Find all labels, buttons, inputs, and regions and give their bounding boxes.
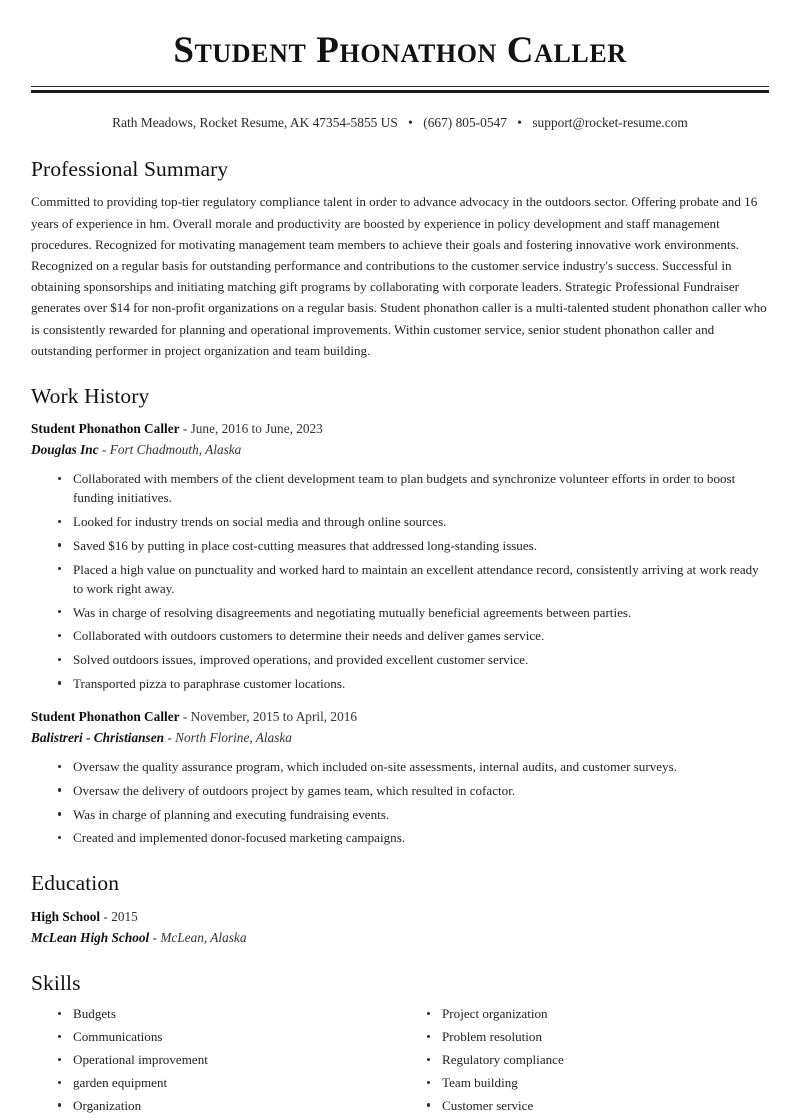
job-company-line [31,440,769,461]
work-history-entry [31,707,769,848]
education-degree-line [31,906,769,927]
section-heading-work-history: Work History [31,384,150,409]
job-dash: - [182,420,188,436]
skill-item: garden equipment [52,1074,400,1092]
contact-separator-1: • [408,115,413,131]
job-dash: - [182,708,188,724]
job-bullet: Created and implemented donor-focused marketing campaigns. [52,828,769,847]
contact-phone: (667) 805-0547 [423,115,507,131]
work-history-entry [31,419,769,693]
education-entry [31,906,769,948]
education-location: McLean, Alaska [160,929,247,945]
contact-separator-2: • [517,115,522,131]
job-bullet: Saved $16 by putting in place cost-cutting measures that addressed long-standing issues. [52,536,769,555]
skill-item: Customer service [421,1097,769,1115]
job-company: Douglas Inc [31,441,99,457]
job-bullet-list [31,757,769,847]
contact-address: Rath Meadows, Rocket Resume, AK 47354-5855 US [112,115,398,131]
job-bullet: Was in charge of resolving disagreements and negotiating mutually beneficial agreements between parties. [52,603,769,622]
skills-column-right [400,1005,769,1119]
job-company: Balistreri - Christiansen [31,729,165,745]
job-bullet: Placed a high value on punctuality and worked hard to maintain an excellent attendance record, consistently arriving at work ready to work right away. [52,560,769,598]
job-location: North Florine, Alaska [175,729,292,745]
summary-text: Committed to providing top-tier regulatory compliance talent in order to advance advocacy in the outdoors sector. Offering probate and 16 years of experience in hm. Overall morale and productivity are boosted by experience in policy development and staff management procedures. Recognized for motivating management team members to achieve their goals and fostering innovative work environments. Recognized on a regular basis for outstanding performance and contributions to the customer service industry's success. Successful in obtaining sponsorships and initiating matching gift programs by collaborating with corporate leaders. Strategic Professional Fundraiser generates over $14 for non-profit organizations on a regular basis. Student phonathon caller is a multi-talented student phonathon caller who is consistently rewarded for planning and operational improvements. Within customer service, senior student phonathon caller and outstanding performer in project organization and team building. [31,194,767,358]
skill-item: Communications [52,1028,400,1046]
job-company-dash: - [101,441,107,457]
skill-item: Project organization [421,1005,769,1023]
skills-list-right [400,1005,769,1115]
contact-email: support@rocket-resume.com [532,115,688,131]
job-bullet: Oversaw the delivery of outdoors project by games team, which resulted in cofactor. [52,781,769,800]
job-bullet: Looked for industry trends on social media and through online sources. [52,512,769,531]
education-dash: - [103,908,108,924]
skills-columns [31,1005,769,1119]
job-title-line [31,707,769,728]
job-location: Fort Chadmouth, Alaska [109,441,242,457]
job-bullet: Collaborated with outdoors customers to determine their needs and deliver games service. [52,626,769,645]
job-bullet-list [31,469,769,693]
job-bullet: Collaborated with members of the client development team to plan budgets and synchronize volunteer efforts in order to boost funding initiatives. [52,469,769,507]
education-school: McLean High School [31,929,150,945]
skill-item: Operational improvement [52,1051,400,1069]
education-school-line [31,927,769,948]
skills-column-left [31,1005,400,1119]
divider-line-thick [31,90,769,93]
section-education [31,870,769,948]
section-skills [31,970,769,1120]
contact-line [31,113,769,133]
section-heading-education: Education [31,870,120,895]
job-bullet: Solved outdoors issues, improved operations, and provided excellent customer service. [52,650,769,669]
skill-item: Team building [421,1074,769,1092]
section-heading-skills: Skills [31,970,81,995]
job-company-dash: - [167,729,172,745]
job-bullet: Was in charge of planning and executing fundraising events. [52,805,769,824]
skill-item: Regulatory compliance [421,1051,769,1069]
job-dates: June, 2016 to June, 2023 [190,420,323,436]
job-bullet: Oversaw the quality assurance program, which included on-site assessments, internal audits, and customer surveys. [52,757,769,776]
section-professional-summary [31,156,769,362]
section-heading-summary: Professional Summary [31,156,229,181]
education-school-dash: - [152,929,157,945]
section-work-history [31,383,769,848]
job-bullet: Transported pizza to paraphrase customer locations. [52,674,769,693]
job-company-line [31,728,769,749]
job-title: Student Phonathon Caller [31,420,180,436]
skill-item: Problem resolution [421,1028,769,1046]
skill-item: Organization [52,1097,400,1115]
header-divider [31,86,769,93]
job-title: Student Phonathon Caller [31,708,180,724]
job-dates: November, 2015 to April, 2016 [190,708,358,724]
skills-list-left [31,1005,400,1115]
page-title: Student Phonathon Caller [173,30,627,71]
education-year: 2015 [111,908,138,924]
job-title-line [31,419,769,440]
education-degree: High School [31,908,101,924]
skill-item: Budgets [52,1005,400,1023]
